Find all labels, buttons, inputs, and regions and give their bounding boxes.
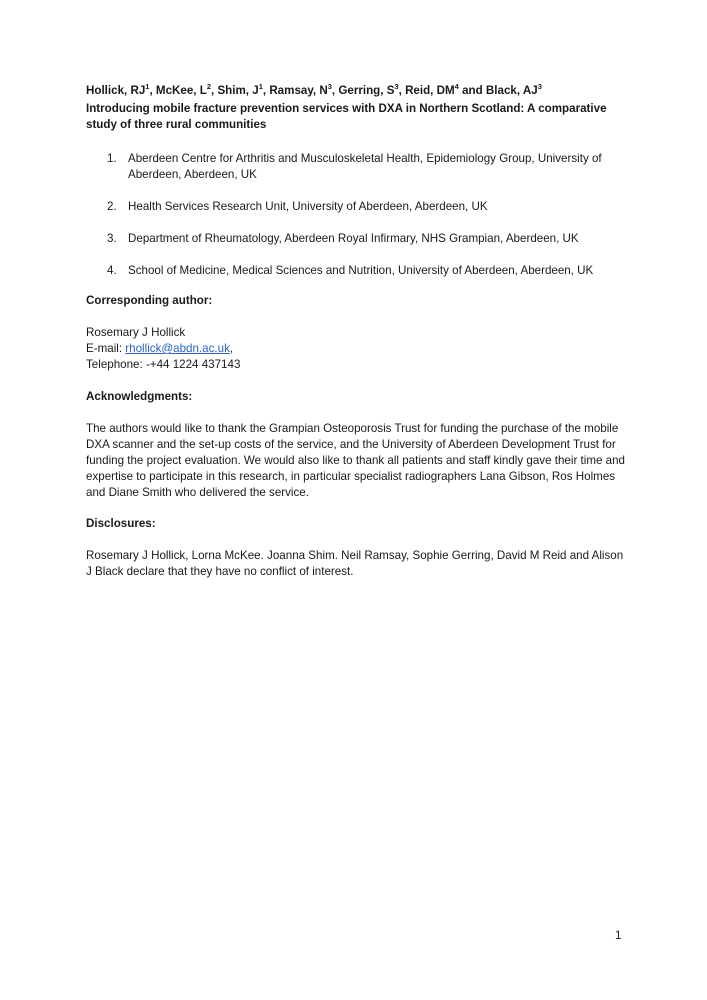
acknowledgments-text: The authors would like to thank the Grampian Osteoporosis Trust for funding the purchase of the mobile DXA scanner and the set-up costs of the service, and the University of Aberdeen Development Trust for funding the project evaluation. We would also like to thank all patients and staff kindly gave their time and expertise to participate in this research, in particular specialist radiographers Lana Gibson, Ros Holmes and Diane Smith who delivered the service. xyxy=(86,422,626,499)
affiliation-item xyxy=(86,151,626,183)
disclosures-section xyxy=(86,516,626,580)
affiliation-number: 3. xyxy=(107,232,117,245)
affiliation-text: Aberdeen Centre for Arthritis and Musculoskeletal Health, Epidemiology Group, University of Aberdeen, Aberdeen, UK xyxy=(128,152,602,181)
author: Hollick, $RJ^1$, xyxy=(86,82,156,97)
corresponding-author-heading: Corresponding author: xyxy=(86,294,213,307)
author: Gerring, $S^3$, xyxy=(338,82,406,97)
author: Black, $AJ^3$ xyxy=(485,82,542,97)
email-link[interactable]: rhollick@abdn.ac.uk xyxy=(125,342,230,355)
author-list xyxy=(86,83,626,99)
disclosures-heading: Disclosures: xyxy=(86,517,156,530)
author: Reid, $DM^4$ and xyxy=(405,82,486,97)
author: Ramsay, $N^3$, xyxy=(269,82,339,97)
paper-title: Introducing mobile fracture prevention services with DXA in Northern Scotland: A comparative study of three rural communities xyxy=(86,102,607,131)
email-label: E-mail: xyxy=(86,342,126,355)
affiliation-number: 4. xyxy=(107,264,117,277)
affiliation-list xyxy=(86,151,626,295)
author: Shim, $J^1$, xyxy=(217,82,270,97)
affiliation-text: Health Services Research Unit, University of Aberdeen, Aberdeen, UK xyxy=(128,200,488,213)
page-number: 1 xyxy=(615,929,622,942)
affiliation-text: Department of Rheumatology, Aberdeen Royal Infirmary, NHS Grampian, Aberdeen, UK xyxy=(128,232,579,245)
affiliation-text: School of Medicine, Medical Sciences and Nutrition, University of Aberdeen, Aberdeen, UK xyxy=(128,264,594,277)
corresponding-author-section xyxy=(86,293,626,373)
disclosures-text: Rosemary J Hollick, Lorna McKee. Joanna Shim. Neil Ramsay, Sophie Gerring, David M Reid and Alison J Black declare that they have no conflict of interest. xyxy=(86,549,624,578)
author: McKee, $L^2$, xyxy=(155,82,218,97)
affiliation-number: 1. xyxy=(107,152,117,165)
acknowledgments-section xyxy=(86,389,626,501)
affiliation-number: 2. xyxy=(107,200,117,213)
affiliation-item xyxy=(86,263,626,279)
affiliation-item xyxy=(86,199,626,215)
email-line: E-mail: rhollick@abdn.ac.uk, xyxy=(86,342,234,355)
telephone-line: Telephone: -+44 1224 437143 xyxy=(86,358,241,371)
acknowledgments-heading: Acknowledgments: xyxy=(86,390,193,403)
corresponding-author-name: Rosemary J Hollick xyxy=(86,326,186,339)
affiliation-item xyxy=(86,231,626,247)
